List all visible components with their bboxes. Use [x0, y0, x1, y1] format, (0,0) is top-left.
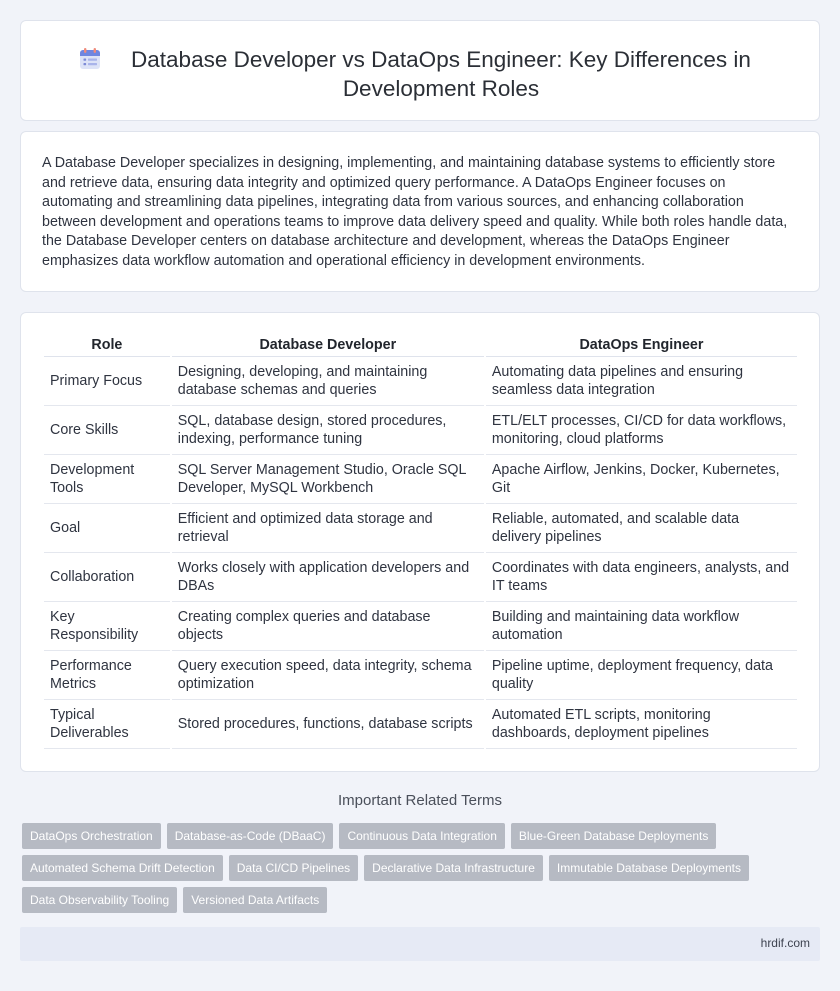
column-header-database-developer: Database Developer: [172, 335, 484, 357]
related-term-tag[interactable]: Automated Schema Drift Detection: [22, 855, 223, 881]
related-term-tag[interactable]: Database-as-Code (DBaaC): [167, 823, 334, 849]
table-header-row: [44, 335, 797, 357]
dataops-engineer-cell: Apache Airflow, Jenkins, Docker, Kubernetes, Git: [486, 455, 797, 504]
dataops-engineer-cell: Pipeline uptime, deployment frequency, data quality: [486, 651, 797, 700]
table-row: [44, 651, 797, 700]
intro-card: [20, 131, 820, 292]
related-terms-list: [22, 823, 782, 913]
dataops-engineer-cell: ETL/ELT processes, CI/CD for data workflows, monitoring, cloud platforms: [486, 406, 797, 455]
table-row: [44, 357, 797, 406]
footer-site-link[interactable]: hrdif.com: [760, 936, 810, 950]
row-label: Typical Deliverables: [44, 700, 170, 749]
database-developer-cell: Creating complex queries and database objects: [172, 602, 484, 651]
database-developer-cell: SQL, database design, stored procedures, indexing, performance tuning: [172, 406, 484, 455]
dataops-engineer-cell: Building and maintaining data workflow automation: [486, 602, 797, 651]
dataops-engineer-cell: Reliable, automated, and scalable data delivery pipelines: [486, 504, 797, 553]
row-label: Goal: [44, 504, 170, 553]
row-label: Key Responsibility: [44, 602, 170, 651]
row-label: Development Tools: [44, 455, 170, 504]
database-developer-cell: Works closely with application developers and DBAs: [172, 553, 484, 602]
related-term-tag[interactable]: Data CI/CD Pipelines: [229, 855, 358, 881]
header-card: [20, 20, 820, 121]
table-row: [44, 553, 797, 602]
related-term-tag[interactable]: Immutable Database Deployments: [549, 855, 749, 881]
page-title: Database Developer vs DataOps Engineer: Key Differences in Development Roles: [131, 47, 751, 101]
table-row: [44, 602, 797, 651]
database-developer-cell: Designing, developing, and maintaining database schemas and queries: [172, 357, 484, 406]
table-row: [44, 700, 797, 749]
database-developer-cell: Query execution speed, data integrity, schema optimization: [172, 651, 484, 700]
column-header-dataops-engineer: DataOps Engineer: [486, 335, 797, 357]
dataops-engineer-cell: Automating data pipelines and ensuring seamless data integration: [486, 357, 797, 406]
dataops-engineer-cell: Automated ETL scripts, monitoring dashboards, deployment pipelines: [486, 700, 797, 749]
table-row: [44, 504, 797, 553]
column-header-role: Role: [44, 335, 170, 357]
related-term-tag[interactable]: Continuous Data Integration: [339, 823, 504, 849]
related-term-tag[interactable]: Versioned Data Artifacts: [183, 887, 327, 913]
related-terms-heading: Important Related Terms: [338, 792, 502, 809]
intro-paragraph: A Database Developer specializes in designing, implementing, and maintaining database systems to efficiently store and retrieve data, ensuring data integrity and optimized query performance. A DataOps Engineer focuses on automating and streamlining data pipelines, integrating data from various sources, and enhancing collaboration between development and operations teams to improve data delivery speed and quality. While both roles handle data, the Database Developer centers on database architecture and development, whereas the DataOps Engineer emphasizes data workflow automation and operational efficiency in development environments.: [42, 155, 788, 269]
database-developer-cell: Stored procedures, functions, database scripts: [172, 700, 484, 749]
related-term-tag[interactable]: DataOps Orchestration: [22, 823, 161, 849]
related-term-tag[interactable]: Blue-Green Database Deployments: [511, 823, 716, 849]
dataops-engineer-cell: Coordinates with data engineers, analysts, and IT teams: [486, 553, 797, 602]
comparison-table: [42, 335, 799, 749]
database-developer-cell: Efficient and optimized data storage and retrieval: [172, 504, 484, 553]
row-label: Core Skills: [44, 406, 170, 455]
footer-bar: [20, 927, 820, 961]
table-row: [44, 406, 797, 455]
row-label: Collaboration: [44, 553, 170, 602]
table-row: [44, 455, 797, 504]
related-term-tag[interactable]: Data Observability Tooling: [22, 887, 177, 913]
comparison-table-card: [20, 312, 820, 772]
row-label: Performance Metrics: [44, 651, 170, 700]
related-term-tag[interactable]: Declarative Data Infrastructure: [364, 855, 543, 881]
row-label: Primary Focus: [44, 357, 170, 406]
database-developer-cell: SQL Server Management Studio, Oracle SQL Developer, MySQL Workbench: [172, 455, 484, 504]
